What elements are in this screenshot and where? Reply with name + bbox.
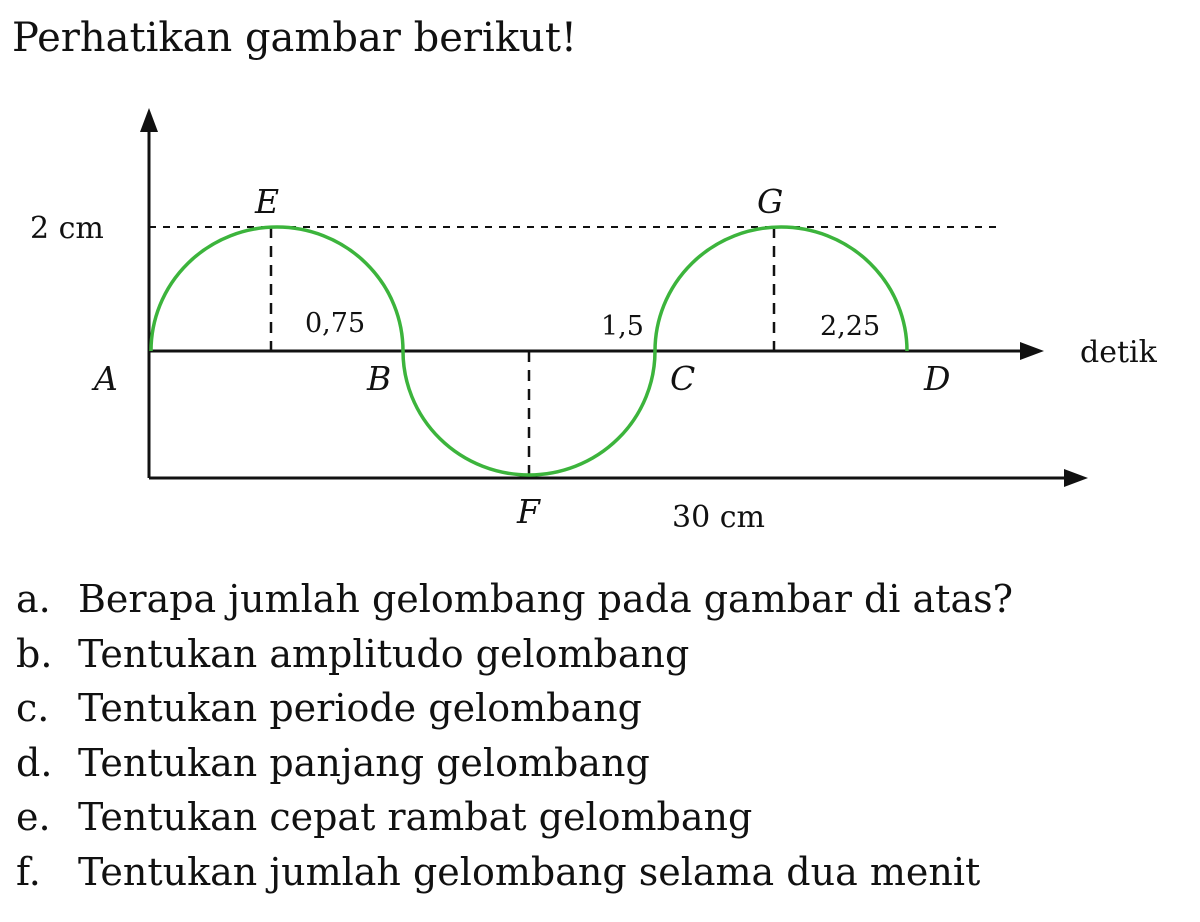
time-label-0-75: 0,75: [305, 308, 366, 339]
question-item: [16, 736, 1013, 791]
question-letter: f.: [16, 849, 41, 894]
question-item: [16, 572, 1013, 627]
length-axis-arrow-icon: [1064, 469, 1088, 487]
question-letter: c.: [16, 686, 50, 730]
time-axis-label: detik: [1080, 335, 1157, 370]
question-text: Tentukan periode gelombang: [78, 686, 642, 730]
question-letter: b.: [16, 631, 53, 676]
point-c-label: C: [670, 359, 696, 398]
point-b-label: B: [367, 359, 392, 398]
question-item: [16, 845, 1013, 900]
question-item: [16, 681, 1013, 736]
point-g-label: G: [757, 182, 784, 221]
question-text: Tentukan amplitudo gelombang: [78, 631, 690, 676]
vertical-axis-arrow-icon: [140, 108, 158, 132]
point-e-label: E: [255, 182, 280, 221]
time-label-2-25: 2,25: [820, 311, 881, 342]
question-text: Berapa jumlah gelombang pada gambar di atas?: [78, 577, 1013, 621]
point-f-label: F: [517, 492, 540, 531]
question-letter: e.: [16, 795, 51, 839]
question-text: Tentukan cepat rambat gelombang: [78, 795, 753, 839]
question-item: [16, 790, 1013, 845]
time-axis-arrow-icon: [1020, 342, 1044, 360]
question-letter: d.: [16, 740, 53, 785]
point-a-label: A: [94, 359, 118, 398]
point-d-label: D: [924, 359, 951, 398]
question-list: [16, 572, 1013, 899]
time-label-1-5: 1,5: [601, 311, 644, 342]
question-letter: a.: [16, 577, 51, 621]
amplitude-label: 2 cm: [30, 211, 104, 246]
page-heading: Perhatikan gambar berikut!: [12, 15, 577, 61]
question-text: Tentukan jumlah gelombang selama dua menit: [78, 849, 981, 894]
question-item: [16, 627, 1013, 682]
length-label: 30 cm: [672, 500, 765, 535]
question-text: Tentukan panjang gelombang: [78, 740, 650, 785]
